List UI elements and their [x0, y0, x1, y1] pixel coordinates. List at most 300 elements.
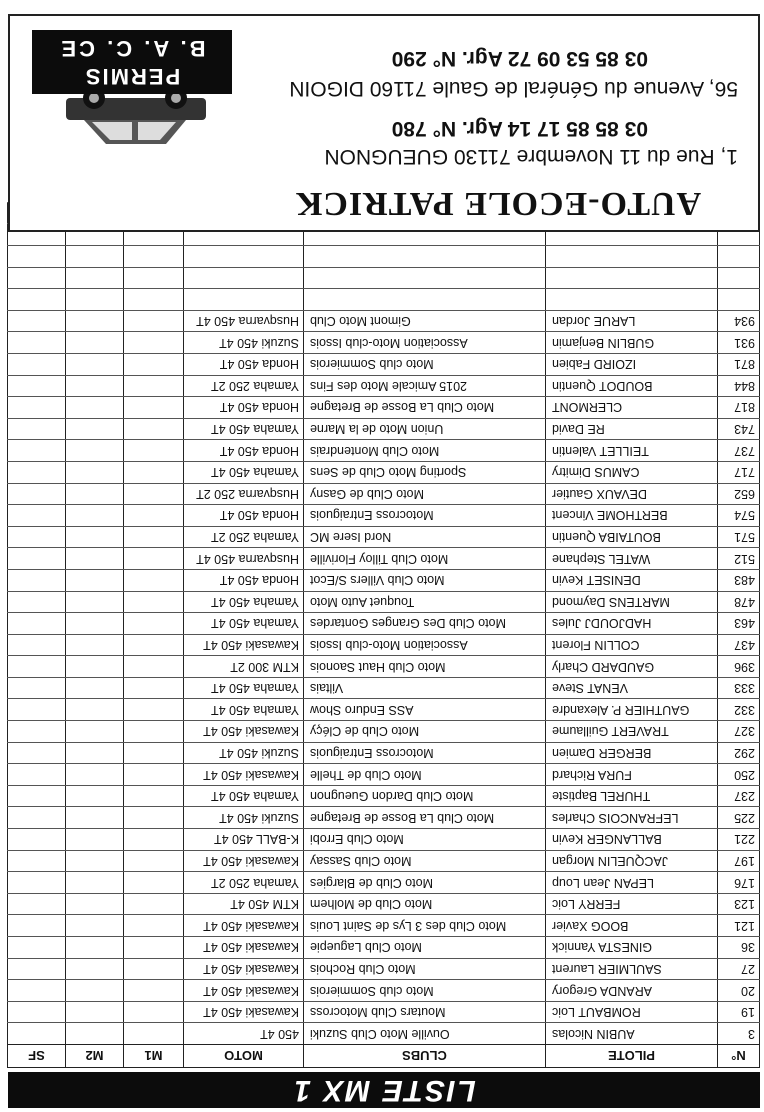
sf-cell	[8, 354, 66, 376]
rider-club: 2015 Amicale Moto des Fins	[304, 375, 546, 397]
rider-number: 27	[718, 958, 760, 980]
m1-cell	[124, 850, 184, 872]
rider-bike: Yamaha 450 4T	[184, 785, 304, 807]
sf-cell	[8, 742, 66, 764]
ad-title: AUTO-ECOLE PATRICK	[294, 185, 702, 222]
rider-club: Association Moto-club Issois	[304, 332, 546, 354]
table-row	[8, 418, 760, 440]
rider-name: SAULMIER Laurent	[546, 958, 718, 980]
m2-cell	[66, 807, 124, 829]
header-clubs: CLUBS	[304, 1045, 546, 1068]
rider-name: IZOIRD Fabien	[546, 354, 718, 376]
rider-club: Moutars Club Motocross	[304, 1001, 546, 1023]
rider-number: 19	[718, 1001, 760, 1023]
m1-cell	[124, 1001, 184, 1023]
m2-cell	[66, 418, 124, 440]
rider-number: 292	[718, 742, 760, 764]
rider-number: 463	[718, 613, 760, 635]
rider-club: Motocross Entraiguois	[304, 742, 546, 764]
m2-cell	[66, 785, 124, 807]
rider-number: 844	[718, 375, 760, 397]
m2-cell	[66, 958, 124, 980]
m1-cell	[124, 375, 184, 397]
rider-number: 237	[718, 785, 760, 807]
header-num: N°	[718, 1045, 760, 1068]
m2-cell	[66, 246, 124, 268]
sf-cell	[8, 677, 66, 699]
rider-bike: K-BALL 450 4T	[184, 829, 304, 851]
rider-club: Union Moto de la Marne	[304, 418, 546, 440]
m2-cell	[66, 764, 124, 786]
rider-number: 934	[718, 310, 760, 332]
sf-cell	[8, 915, 66, 937]
rider-club: Motocross Entraiguois	[304, 505, 546, 527]
m2-cell	[66, 440, 124, 462]
table-row	[8, 332, 760, 354]
rider-number: 483	[718, 569, 760, 591]
rider-club: Moto Club Dardon Gueugnon	[304, 785, 546, 807]
m2-cell	[66, 656, 124, 678]
rider-name: BOUTAIBA Quentin	[546, 526, 718, 548]
m1-cell	[124, 764, 184, 786]
rider-club: Gimont Moto Club	[304, 310, 546, 332]
sf-cell	[8, 1001, 66, 1023]
m1-cell	[124, 354, 184, 376]
rider-bike: Suzuki 450 4T	[184, 742, 304, 764]
m1-cell	[124, 397, 184, 419]
m2-cell	[66, 375, 124, 397]
rider-number: 221	[718, 829, 760, 851]
m1-cell	[124, 246, 184, 268]
table-row	[8, 850, 760, 872]
table-row	[8, 483, 760, 505]
m1-cell	[124, 807, 184, 829]
rider-bike: Yamaha 450 4T	[184, 677, 304, 699]
rider-bike: Yamaha 450 4T	[184, 591, 304, 613]
table-row	[8, 440, 760, 462]
rider-name: VENAT Steve	[546, 677, 718, 699]
sf-cell	[8, 764, 66, 786]
rider-number: 574	[718, 505, 760, 527]
rider-name: ARANDA Gregory	[546, 980, 718, 1002]
rider-bike: Honda 450 4T	[184, 397, 304, 419]
table-row	[8, 656, 760, 678]
rider-club: Moto Club La Bosse de Bretagne	[304, 397, 546, 419]
rider-club: ASS Enduro Show	[304, 699, 546, 721]
rider-name: ROMBAUT Loic	[546, 1001, 718, 1023]
m2-cell	[66, 980, 124, 1002]
rider-number: 250	[718, 764, 760, 786]
rider-name: WATEL Stephane	[546, 548, 718, 570]
sf-cell	[8, 850, 66, 872]
rider-club: Moto Club Montendrais	[304, 440, 546, 462]
rider-club	[304, 246, 546, 268]
m2-cell	[66, 699, 124, 721]
rider-name: RE David	[546, 418, 718, 440]
table-row	[8, 742, 760, 764]
rider-club: Moto Club La Bosse de Bretagne	[304, 807, 546, 829]
ad-phone-gueugnon: 03 85 85 17 14 Agr. N° 780	[391, 117, 648, 140]
m2-cell	[66, 634, 124, 656]
m2-cell	[66, 1001, 124, 1023]
sf-cell	[8, 483, 66, 505]
rider-name: CLERMONT	[546, 397, 718, 419]
m1-cell	[124, 915, 184, 937]
m1-cell	[124, 656, 184, 678]
table-row	[8, 807, 760, 829]
sf-cell	[8, 332, 66, 354]
table-row	[8, 461, 760, 483]
table-row	[8, 893, 760, 915]
m1-cell	[124, 785, 184, 807]
rider-club: Moto Club Rochois	[304, 958, 546, 980]
m1-cell	[124, 461, 184, 483]
rider-number: 225	[718, 807, 760, 829]
m2-cell	[66, 893, 124, 915]
rider-bike: Honda 450 4T	[184, 354, 304, 376]
rider-number: 332	[718, 699, 760, 721]
sf-cell	[8, 980, 66, 1002]
rider-bike: Yamaha 450 4T	[184, 699, 304, 721]
rider-number: 817	[718, 397, 760, 419]
m1-cell	[124, 893, 184, 915]
table-row	[8, 310, 760, 332]
m2-cell	[66, 505, 124, 527]
table-row	[8, 505, 760, 527]
table-row	[8, 375, 760, 397]
rider-name: TRAVERT Guillaume	[546, 721, 718, 743]
sf-cell	[8, 310, 66, 332]
m1-cell	[124, 418, 184, 440]
m1-cell	[124, 505, 184, 527]
m2-cell	[66, 354, 124, 376]
rider-number: 121	[718, 915, 760, 937]
rider-club: Moto Club de Gasny	[304, 483, 546, 505]
rider-name: BOOG Xavier	[546, 915, 718, 937]
rider-bike: Yamaha 450 4T	[184, 461, 304, 483]
permis-title: PERMIS	[83, 64, 181, 89]
m2-cell	[66, 483, 124, 505]
ad-phone-digoin: 03 85 53 09 72 Agr. N° 290	[391, 47, 648, 70]
rider-number: 123	[718, 893, 760, 915]
rider-club: Moto club Sommierois	[304, 980, 546, 1002]
rider-name: COLLIN Florent	[546, 634, 718, 656]
rider-number: 20	[718, 980, 760, 1002]
rider-bike: Honda 450 4T	[184, 440, 304, 462]
sf-cell	[8, 699, 66, 721]
sf-cell	[8, 721, 66, 743]
m1-cell	[124, 548, 184, 570]
table-row	[8, 677, 760, 699]
rider-name	[546, 246, 718, 268]
table-row	[8, 958, 760, 980]
rider-club: Moto Club Tilloy Floriville	[304, 548, 546, 570]
m2-cell	[66, 721, 124, 743]
table-row	[8, 915, 760, 937]
header-moto: MOTO	[184, 1045, 304, 1068]
m1-cell	[124, 569, 184, 591]
rider-bike: Honda 450 4T	[184, 505, 304, 527]
rider-bike	[184, 267, 304, 289]
rider-number: 478	[718, 591, 760, 613]
header-pilote: PILOTE	[546, 1045, 718, 1068]
rider-number: 437	[718, 634, 760, 656]
rider-club: Viltais	[304, 677, 546, 699]
m1-cell	[124, 310, 184, 332]
ad-address-gueugnon: 1, Rue du 11 Novembre 71130 GUEUGNON	[324, 145, 738, 168]
rider-bike: Kawasaki 450 4T	[184, 980, 304, 1002]
table-row	[8, 721, 760, 743]
rider-club: Association Moto-club Issois	[304, 634, 546, 656]
rider-bike: Suzuki 450 4T	[184, 332, 304, 354]
rider-club: Moto Club Villers S/Ecot	[304, 569, 546, 591]
sf-cell	[8, 785, 66, 807]
rider-number: 512	[718, 548, 760, 570]
rider-name: DENISET Kevin	[546, 569, 718, 591]
permis-categories: B. A. C. CE	[58, 36, 206, 61]
rider-name: FURA Richard	[546, 764, 718, 786]
m2-cell	[66, 937, 124, 959]
sf-cell	[8, 1023, 66, 1045]
m2-cell	[66, 548, 124, 570]
table-row	[8, 613, 760, 635]
rider-name: FERRY Loic	[546, 893, 718, 915]
rider-club: Moto Club de Thelle	[304, 764, 546, 786]
rider-bike: Husqvarna 450 4T	[184, 310, 304, 332]
rider-number: 396	[718, 656, 760, 678]
car-icon	[46, 86, 226, 168]
rider-bike: KTM 300 2T	[184, 656, 304, 678]
table-row	[8, 267, 760, 289]
m2-cell	[66, 872, 124, 894]
rider-number: 871	[718, 354, 760, 376]
rider-number: 197	[718, 850, 760, 872]
rider-bike: Husqvarna 450 4T	[184, 548, 304, 570]
m1-cell	[124, 958, 184, 980]
rider-number: 743	[718, 418, 760, 440]
m1-cell	[124, 613, 184, 635]
rider-name: GINESTA Yannick	[546, 937, 718, 959]
rider-name: BERTHOME Vincent	[546, 505, 718, 527]
m2-cell	[66, 1023, 124, 1045]
rider-number: 652	[718, 483, 760, 505]
m1-cell	[124, 980, 184, 1002]
rider-bike: Husqvarna 250 2T	[184, 483, 304, 505]
rider-bike	[184, 246, 304, 268]
rider-name: BALLANGER Kevin	[546, 829, 718, 851]
sf-cell	[8, 548, 66, 570]
m1-cell	[124, 526, 184, 548]
table-row	[8, 397, 760, 419]
rider-club: Ouville Moto Club Suzuki	[304, 1023, 546, 1045]
rider-club: Moto Club Errobi	[304, 829, 546, 851]
rider-name: MARTENS Daymond	[546, 591, 718, 613]
m1-cell	[124, 483, 184, 505]
rider-bike: Suzuki 450 4T	[184, 807, 304, 829]
rider-club: Moto Club de Blargies	[304, 872, 546, 894]
rider-number: 36	[718, 937, 760, 959]
m1-cell	[124, 591, 184, 613]
table-row	[8, 526, 760, 548]
rider-club	[304, 267, 546, 289]
rider-club: Moto Club de Molhem	[304, 893, 546, 915]
sf-cell	[8, 246, 66, 268]
m2-cell	[66, 461, 124, 483]
rider-name: DEVAUX Gautier	[546, 483, 718, 505]
rider-name: GUBLIN Benjamin	[546, 332, 718, 354]
sf-cell	[8, 505, 66, 527]
rider-bike: Yamaha 250 2T	[184, 872, 304, 894]
rider-bike: Kawasaki 450 4T	[184, 958, 304, 980]
rider-name: CAMUS Dimitry	[546, 461, 718, 483]
rider-bike: Kawasaki 450 4T	[184, 1001, 304, 1023]
riders-table	[7, 202, 760, 1068]
rider-bike: Kawasaki 450 4T	[184, 937, 304, 959]
rider-name: GAUTHIER P. Alexandre	[546, 699, 718, 721]
m1-cell	[124, 634, 184, 656]
rider-name: GAUDARD Charly	[546, 656, 718, 678]
table-row	[8, 980, 760, 1002]
m1-cell	[124, 332, 184, 354]
table-row	[8, 634, 760, 656]
sf-cell	[8, 958, 66, 980]
table-row	[8, 569, 760, 591]
table-row	[8, 785, 760, 807]
sf-cell	[8, 634, 66, 656]
rider-name: HADJOUDJ Jules	[546, 613, 718, 635]
rider-club: Moto Club des 3 Lys de Saint Louis	[304, 915, 546, 937]
m1-cell	[124, 937, 184, 959]
sf-cell	[8, 461, 66, 483]
rider-number: 737	[718, 440, 760, 462]
m2-cell	[66, 267, 124, 289]
table-row	[8, 699, 760, 721]
m1-cell	[124, 677, 184, 699]
rider-bike: Kawasaki 450 4T	[184, 721, 304, 743]
table-header-row	[8, 1045, 760, 1068]
sf-cell	[8, 569, 66, 591]
m1-cell	[124, 699, 184, 721]
m1-cell	[124, 742, 184, 764]
m2-cell	[66, 677, 124, 699]
m1-cell	[124, 440, 184, 462]
rider-bike: Yamaha 450 4T	[184, 613, 304, 635]
ad-address-digoin: 56, Avenue du Général de Gaule 71160 DIGOIN	[289, 77, 738, 100]
rider-name: TEILLET Valentin	[546, 440, 718, 462]
table-row	[8, 1001, 760, 1023]
rider-number: 176	[718, 872, 760, 894]
m2-cell	[66, 397, 124, 419]
m2-cell	[66, 310, 124, 332]
m1-cell	[124, 721, 184, 743]
m2-cell	[66, 569, 124, 591]
table-row	[8, 354, 760, 376]
rider-bike: Kawasaki 450 4T	[184, 634, 304, 656]
rider-club: Touquet Auto Moto	[304, 591, 546, 613]
sf-cell	[8, 937, 66, 959]
rider-name: LEFRANCOIS Charles	[546, 807, 718, 829]
rider-number	[718, 289, 760, 311]
rider-club: Nord Isere MC	[304, 526, 546, 548]
m2-cell	[66, 591, 124, 613]
sf-cell	[8, 829, 66, 851]
table-row	[8, 548, 760, 570]
rider-number: 571	[718, 526, 760, 548]
table-row	[8, 937, 760, 959]
m1-cell	[124, 1023, 184, 1045]
table-row	[8, 764, 760, 786]
rider-bike: 450 4T	[184, 1023, 304, 1045]
m2-cell	[66, 850, 124, 872]
sf-cell	[8, 613, 66, 635]
rider-number: 327	[718, 721, 760, 743]
m2-cell	[66, 289, 124, 311]
sf-cell	[8, 397, 66, 419]
rider-club: Moto Club Des Granges Gontardes	[304, 613, 546, 635]
sf-cell	[8, 591, 66, 613]
table-row	[8, 872, 760, 894]
rider-number	[718, 246, 760, 268]
m2-cell	[66, 742, 124, 764]
rider-bike: Yamaha 250 2T	[184, 375, 304, 397]
header-m2: M2	[66, 1045, 124, 1068]
sf-cell	[8, 807, 66, 829]
sf-cell	[8, 872, 66, 894]
list-title: LISTE MX 1	[292, 1074, 476, 1107]
rider-number: 717	[718, 461, 760, 483]
rider-bike: Yamaha 450 4T	[184, 418, 304, 440]
rider-bike: Kawasaki 450 4T	[184, 915, 304, 937]
table-row	[8, 289, 760, 311]
m2-cell	[66, 526, 124, 548]
table-row	[8, 591, 760, 613]
rider-bike: Kawasaki 450 4T	[184, 764, 304, 786]
rider-name	[546, 267, 718, 289]
rider-club: Moto club Sommierois	[304, 354, 546, 376]
rider-number: 931	[718, 332, 760, 354]
rider-name	[546, 289, 718, 311]
rider-name: THUREL Baptiste	[546, 785, 718, 807]
sf-cell	[8, 893, 66, 915]
header-sf: SF	[8, 1045, 66, 1068]
rider-name: LARUE Jordan	[546, 310, 718, 332]
sf-cell	[8, 656, 66, 678]
rider-number: 3	[718, 1023, 760, 1045]
sf-cell	[8, 418, 66, 440]
rider-number: 333	[718, 677, 760, 699]
sf-cell	[8, 289, 66, 311]
rider-club: Moto Club Sassay	[304, 850, 546, 872]
m2-cell	[66, 332, 124, 354]
rider-bike: Yamaha 250 2T	[184, 526, 304, 548]
rider-club: Sporting Moto Club de Sens	[304, 461, 546, 483]
m1-cell	[124, 267, 184, 289]
permis-box	[32, 30, 232, 94]
table-row	[8, 1023, 760, 1045]
rider-name: LEPAN Jean Loup	[546, 872, 718, 894]
rider-bike: KTM 450 4T	[184, 893, 304, 915]
table-row	[8, 829, 760, 851]
table-row	[8, 246, 760, 268]
header-m1: M1	[124, 1045, 184, 1068]
m1-cell	[124, 289, 184, 311]
list-title-banner	[8, 1072, 760, 1108]
rider-name: JACQUELIN Morgan	[546, 850, 718, 872]
rider-club: Moto Club Laguepie	[304, 937, 546, 959]
rider-number	[718, 267, 760, 289]
rider-name: AUBIN Nicolas	[546, 1023, 718, 1045]
rider-bike: Honda 450 4T	[184, 569, 304, 591]
